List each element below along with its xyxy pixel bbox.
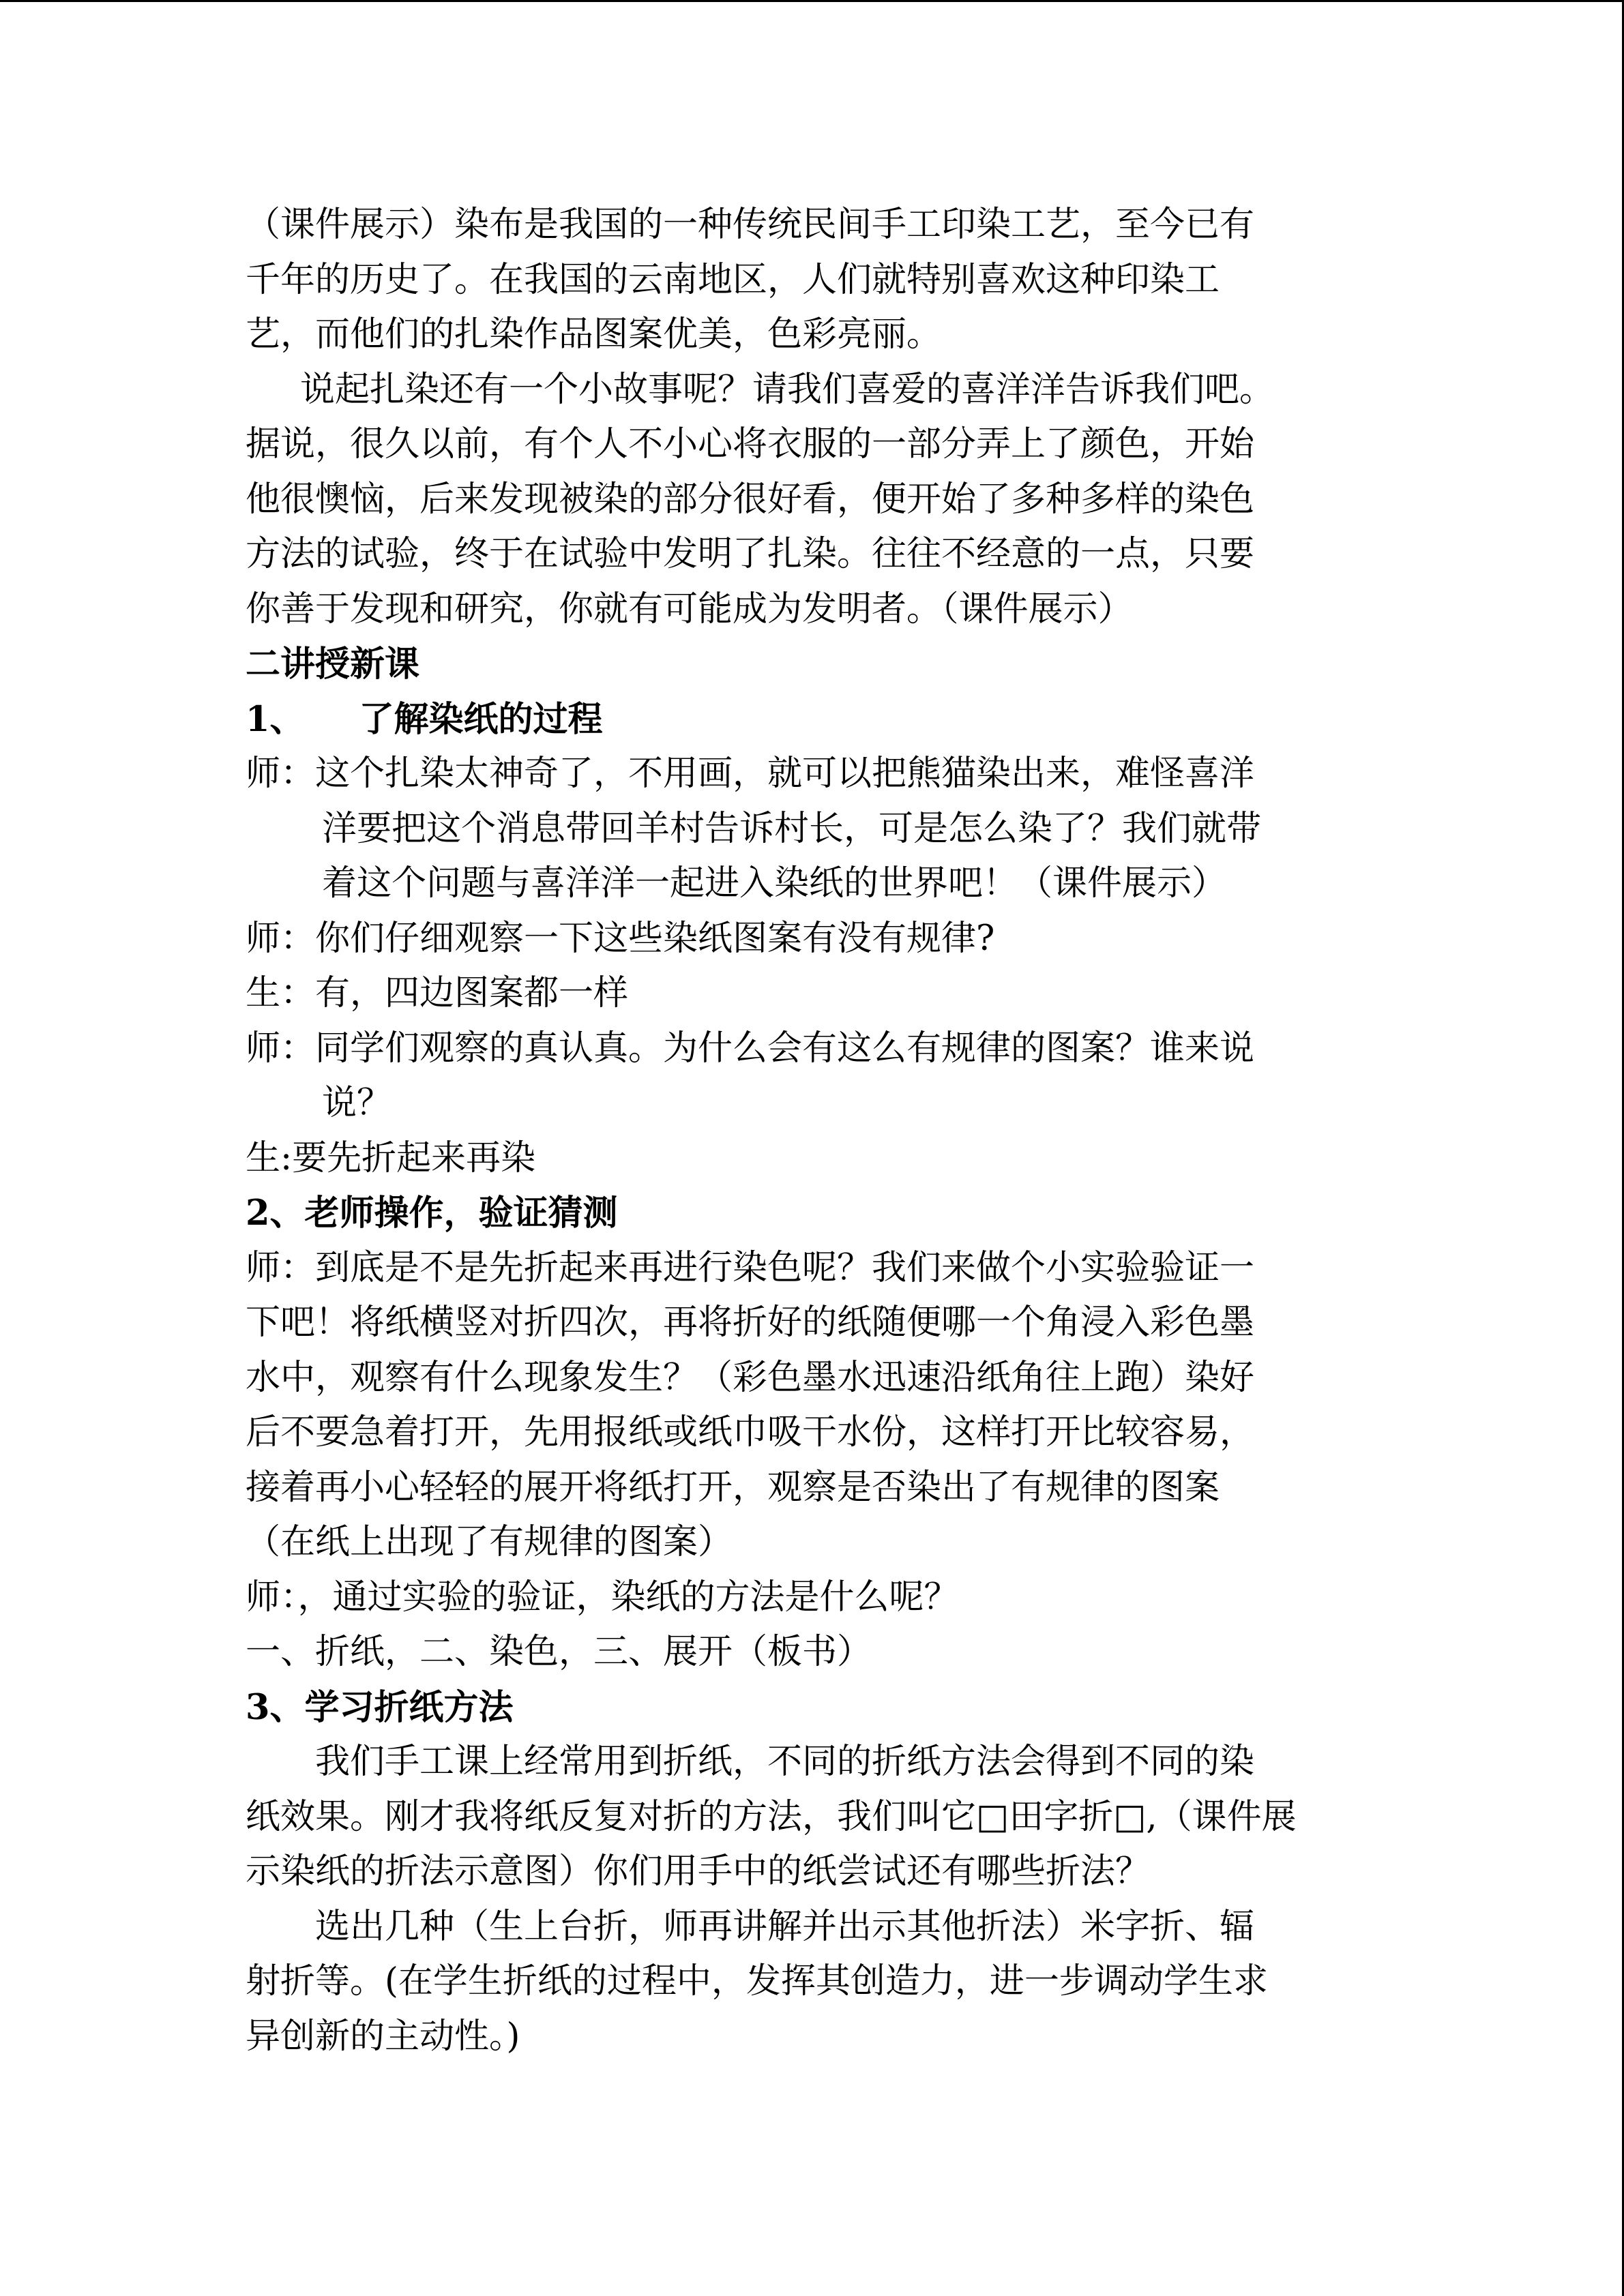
text-line: 方法的试验，终于在试验中发明了扎染。往往不经意的一点，只要 xyxy=(246,534,1255,574)
text-line: 师：到底是不是先折起来再进行染色呢？我们来做个小实验验证一 xyxy=(246,1247,1255,1288)
page-border-top xyxy=(0,0,1624,2)
text-line: （课件展示）染布是我国的一种传统民间手工印染工艺，至今已有 xyxy=(246,205,1255,245)
text-line: 异创新的主动性。) xyxy=(246,2016,520,2057)
text-line: 纸效果。刚才我将纸反复对折的方法，我们叫它□田字折□,（课件展 xyxy=(246,1796,1297,1837)
story-paragraph xyxy=(246,363,1378,638)
speaker-label: 生： xyxy=(246,973,316,1013)
text-line: 示染纸的折法示意图）你们用手中的纸尝试还有哪些折法？ xyxy=(246,1851,1151,1892)
text-line: 后不要急着打开，先用报纸或纸巾吸干水份，这样打开比较容易， xyxy=(246,1412,1255,1452)
text-line: 选出几种（生上台折，师再讲解并出示其他折法）米字折、辐 xyxy=(315,1906,1255,1947)
dialogue-text: 同学们观察的真认真。为什么会有这么有规律的图案？谁来说 xyxy=(315,1028,1255,1069)
subheading-title: 了解染纸的过程 xyxy=(359,698,603,740)
dialogue-student-1 xyxy=(246,966,1378,1022)
student-answer: 生:要先折起来再染 xyxy=(246,1137,536,1178)
text-line: 我们手工课上经常用到折纸，不同的折纸方法会得到不同的染 xyxy=(315,1742,1255,1782)
dialogue-text: 这个扎染太神奇了，不用画，就可以把熊猫染出来，难怪喜洋 xyxy=(315,754,1255,794)
section-heading: 二讲授新课 xyxy=(246,644,420,685)
text-line: 说起扎染还有一个小故事呢？请我们喜爱的喜洋洋告诉我们吧。 xyxy=(300,369,1275,410)
text-line: 你善于发现和研究，你就有可能成为发明者。（课件展示） xyxy=(246,588,1133,629)
dialogue-line: 着这个问题与喜洋洋一起进入染纸的世界吧！（课件展示） xyxy=(322,863,1227,904)
text-line: （在纸上出现了有规律的图案） xyxy=(246,1522,733,1562)
dialogue-line: 说？ xyxy=(322,1083,392,1123)
intro-paragraph xyxy=(246,198,1378,363)
select-paragraph xyxy=(246,1900,1378,2065)
text-line: 下吧！将纸横竖对折四次，再将折好的纸随便哪一个角浸入彩色墨 xyxy=(246,1302,1255,1343)
text-line: 据说，很久以前，有个人不小心将衣服的一部分弄上了颜色，开始 xyxy=(246,424,1255,464)
dialogue-text: 有，四边图案都一样 xyxy=(315,973,629,1013)
dialogue-line xyxy=(246,1022,1378,1077)
speaker-label: 师： xyxy=(246,754,316,794)
text-line: 艺，而他们的扎染作品图案优美，色彩亮丽。 xyxy=(246,314,942,355)
dialogue-teacher-1 xyxy=(246,747,1378,912)
dialogue-line xyxy=(246,747,1378,802)
dialogue-line: 洋要把这个消息带回羊村告诉村长，可是怎么染了？我们就带 xyxy=(322,808,1262,849)
text-line: 千年的历史了。在我国的云南地区，人们就特别喜欢这种印染工 xyxy=(246,259,1220,300)
document-body xyxy=(246,198,1378,2064)
dialogue-text: 你们仔细观察一下这些染纸图案有没有规律? xyxy=(315,918,995,959)
speaker-label: 师： xyxy=(246,918,316,959)
experiment-paragraph xyxy=(246,1241,1378,1680)
fold-paragraph xyxy=(246,1735,1378,1900)
text-line: 师：，通过实验的验证，染纸的方法是什么呢？ xyxy=(246,1577,959,1617)
dialogue-teacher-3 xyxy=(246,1022,1378,1131)
text-line: 他很懊恼，后来发现被染的部分很好看，便开始了多种多样的染色 xyxy=(246,479,1255,520)
speaker-label: 师： xyxy=(246,1028,316,1069)
dialogue-teacher-2 xyxy=(246,912,1378,967)
text-line: 水中，观察有什么现象发生？（彩色墨水迅速沿纸角往上跑）染好 xyxy=(246,1357,1255,1398)
text-line: 一、折纸，二、染色，三、展开（板书） xyxy=(246,1632,872,1672)
subheading-number: 1、 xyxy=(246,698,305,740)
subheading-3: 3、学习折纸方法 xyxy=(246,1686,514,1728)
subheading-2: 2、老师操作，验证猜测 xyxy=(246,1193,618,1234)
subheading-1 xyxy=(246,692,1378,747)
text-line: 射折等。(在学生折纸的过程中，发挥其创造力，进一步调动学生求 xyxy=(246,1961,1268,2001)
text-line: 接着再小心轻轻的展开将纸打开，观察是否染出了有规律的图案 xyxy=(246,1467,1220,1508)
